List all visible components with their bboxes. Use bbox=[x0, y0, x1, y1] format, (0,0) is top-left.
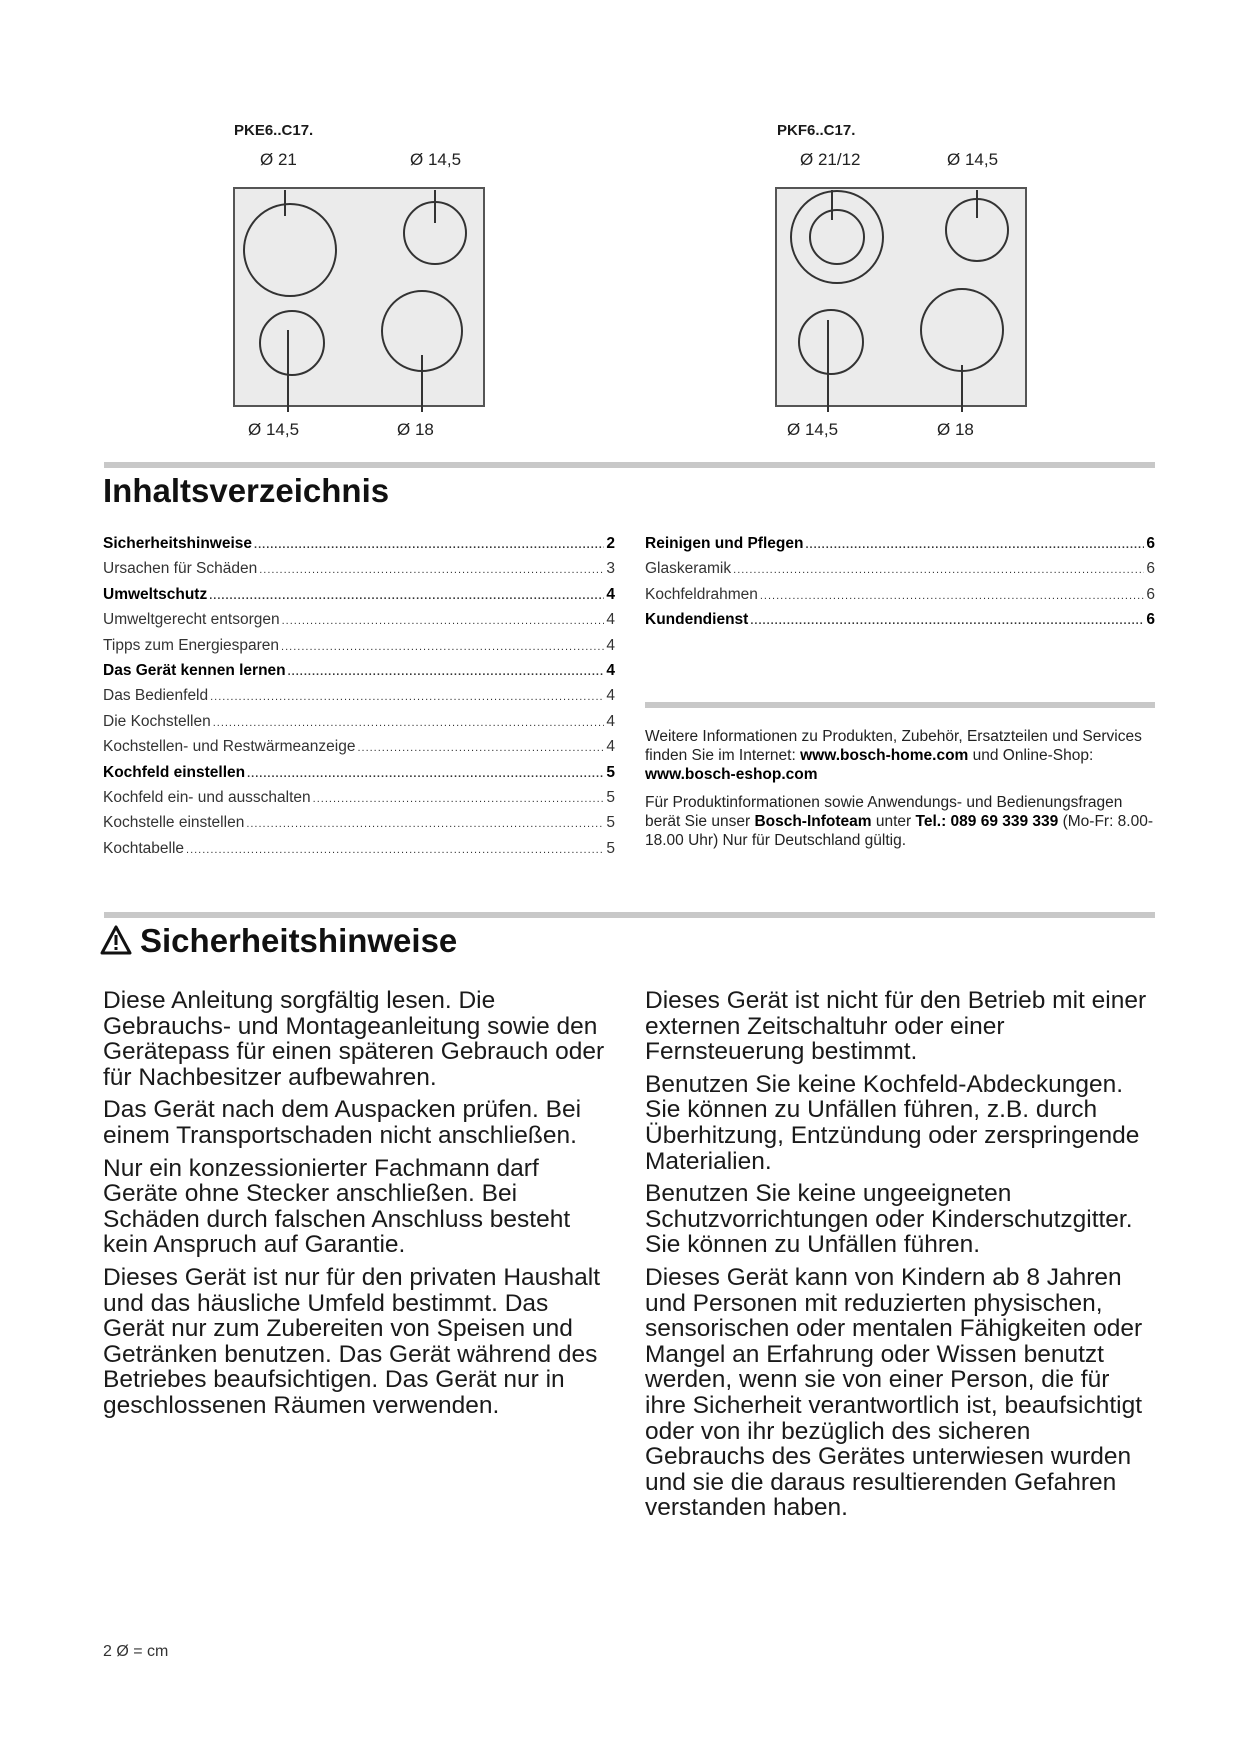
page-footer: 2 Ø = cm bbox=[103, 1643, 169, 1660]
safety-paragraph: Benutzen Sie keine Kochfeld-Abdeckungen. Sie können zu Unfällen führen, z.B. durch Überhitzung, Entzündung oder zerspringende Materialien. bbox=[645, 1070, 1140, 1175]
toc-entry[interactable]: Kochstellen- und Restwärmeanzeige ..... 4 bbox=[103, 738, 615, 763]
safety-paragraph: Diese Anleitung sorgfältig lesen. Die Gebrauchs- und Montageanleitung sowie den Gerätepass für einen späteren Gebrauch oder für Nachbesitzer aufbewahren. bbox=[103, 987, 605, 1091]
toc-entry[interactable]: Umweltgerecht entsorgen ..... 4 bbox=[103, 611, 615, 636]
diagram-2-cooktop bbox=[772, 180, 1032, 420]
diagram-1-bottom-left-dim: Ø 14,5 bbox=[248, 420, 300, 439]
toc-entry[interactable]: Das Bedienfeld ..... 4 bbox=[103, 687, 615, 712]
toc-entry[interactable]: Kochtabelle ..... 5 bbox=[103, 840, 615, 865]
toc-entry[interactable]: Die Kochstellen ..... 4 bbox=[103, 713, 615, 738]
toc-entry[interactable]: Tipps zum Energiesparen ..... 4 bbox=[103, 637, 615, 662]
diagram-1-top-left-dim: Ø 21 bbox=[260, 150, 297, 169]
toc-title: Inhaltsverzeichnis bbox=[103, 472, 390, 509]
toc-entry[interactable]: Sicherheitshinweise ..... 2 bbox=[103, 535, 615, 560]
toc-entry[interactable]: Kochfeld ein- und ausschalten ..... 5 bbox=[103, 789, 615, 814]
diagram-1-top-right-dim: Ø 14,5 bbox=[410, 150, 462, 169]
safety-paragraph: Dieses Gerät kann von Kindern ab 8 Jahren und Personen mit reduzierten physischen, sensorischen oder mentalen Fähigkeiten oder Mangel an Erfahrung oder Wissen benutzt werden, wenn sie von einer Person, die für ihre Sicherheit verantwortlich ist, beaufsichtigt oder von ihr bezüglich des sicheren Gebrauchs des Gerätes unterwiesen wurden und sie die daraus resultierenden Gefahren verstanden haben. bbox=[645, 1263, 1143, 1522]
diagram-1-cooktop bbox=[230, 180, 490, 420]
safety-paragraph: Dieses Gerät ist nur für den privaten Haushalt und das häusliche Umfeld bestimmt. Das Gerät nur zum Zubereiten von Speisen und Getränken benutzen. Das Gerät während des Betriebes beaufsichtigen. Das Gerät nur in geschlossenen Räumen verwenden. bbox=[103, 1263, 601, 1419]
info-rule bbox=[645, 702, 1155, 708]
toc-right-column bbox=[645, 535, 1155, 637]
safety-left-column bbox=[103, 988, 615, 1426]
warning-triangle-icon bbox=[100, 925, 132, 955]
toc-entry[interactable]: Kundendienst ..... 6 bbox=[645, 611, 1155, 636]
cooktop-surface bbox=[234, 188, 484, 406]
toc-entry[interactable]: Kochfeldrahmen ..... 6 bbox=[645, 586, 1155, 611]
safety-paragraph: Nur ein konzessionierter Fachmann darf Geräte ohne Stecker anschließen. Bei Schäden durch falschen Anschluss besteht kein Anspruch auf Garantie. bbox=[103, 1154, 571, 1259]
section-rule-toc bbox=[104, 462, 1155, 468]
link-bosch-eshop[interactable]: www.bosch-eshop.com bbox=[645, 766, 818, 783]
diagram-2-top-left-dim: Ø 21/12 bbox=[800, 150, 861, 169]
hotline-phone: Tel.: 089 69 339 339 bbox=[915, 813, 1059, 830]
toc-entry[interactable]: Umweltschutz ..... 4 bbox=[103, 586, 615, 611]
safety-right-column bbox=[645, 988, 1157, 1528]
safety-paragraph: Dieses Gerät ist nicht für den Betrieb mit einer externen Zeitschaltuhr oder einer Fernsteuerung bestimmt. bbox=[645, 987, 1147, 1066]
safety-paragraph: Das Gerät nach dem Auspacken prüfen. Bei einem Transportschaden nicht anschließen. bbox=[103, 1096, 582, 1149]
link-bosch-home[interactable]: www.bosch-home.com bbox=[800, 747, 969, 764]
toc-left-column bbox=[103, 535, 615, 865]
diagram-2-bottom-right-dim: Ø 18 bbox=[937, 420, 974, 439]
toc-entry[interactable]: Kochfeld einstellen ..... 5 bbox=[103, 764, 615, 789]
diagram-1-bottom-right-dim: Ø 18 bbox=[397, 420, 434, 439]
diagram-2-bottom-left-dim: Ø 14,5 bbox=[787, 420, 839, 439]
diagram-2-model: PKF6..C17. bbox=[777, 122, 856, 139]
safety-title bbox=[100, 922, 457, 960]
section-rule-safety bbox=[104, 912, 1155, 918]
safety-paragraph: Benutzen Sie keine ungeeigneten Schutzvorrichtungen oder Kinderschutzgitter. Sie können zu Unfällen führen. bbox=[645, 1180, 1133, 1259]
toc-entry[interactable]: Das Gerät kennen lernen ..... 4 bbox=[103, 662, 615, 687]
diagram-1-model: PKE6..C17. bbox=[234, 122, 314, 139]
cooktop-surface bbox=[776, 188, 1026, 406]
toc-entry[interactable]: Kochstelle einstellen ..... 5 bbox=[103, 814, 615, 839]
info-box bbox=[645, 727, 1157, 859]
info-hotline-paragraph: Für Produktinformationen sowie Anwendungs- und Bedienungsfragen berät Sie unser Bosch-Infoteam unter Tel.: 089 69 339 339 (Mo-Fr: 8.00-18.00 Uhr) Nur für Deutschland gültig. bbox=[645, 794, 1154, 849]
safety-title-text: Sicherheitshinweise bbox=[140, 922, 458, 959]
toc-entry[interactable]: Reinigen und Pflegen ..... 6 bbox=[645, 535, 1155, 560]
toc-entry[interactable]: Ursachen für Schäden ..... 3 bbox=[103, 560, 615, 585]
toc-entry[interactable]: Glaskeramik ..... 6 bbox=[645, 560, 1155, 585]
info-website-paragraph: Weitere Informationen zu Produkten, Zubehör, Ersatzteilen und Services finden Sie im Internet: www.bosch-home.com und Online-Shop: www.bosch-eshop.com bbox=[645, 728, 1142, 783]
diagram-2-top-right-dim: Ø 14,5 bbox=[947, 150, 999, 169]
